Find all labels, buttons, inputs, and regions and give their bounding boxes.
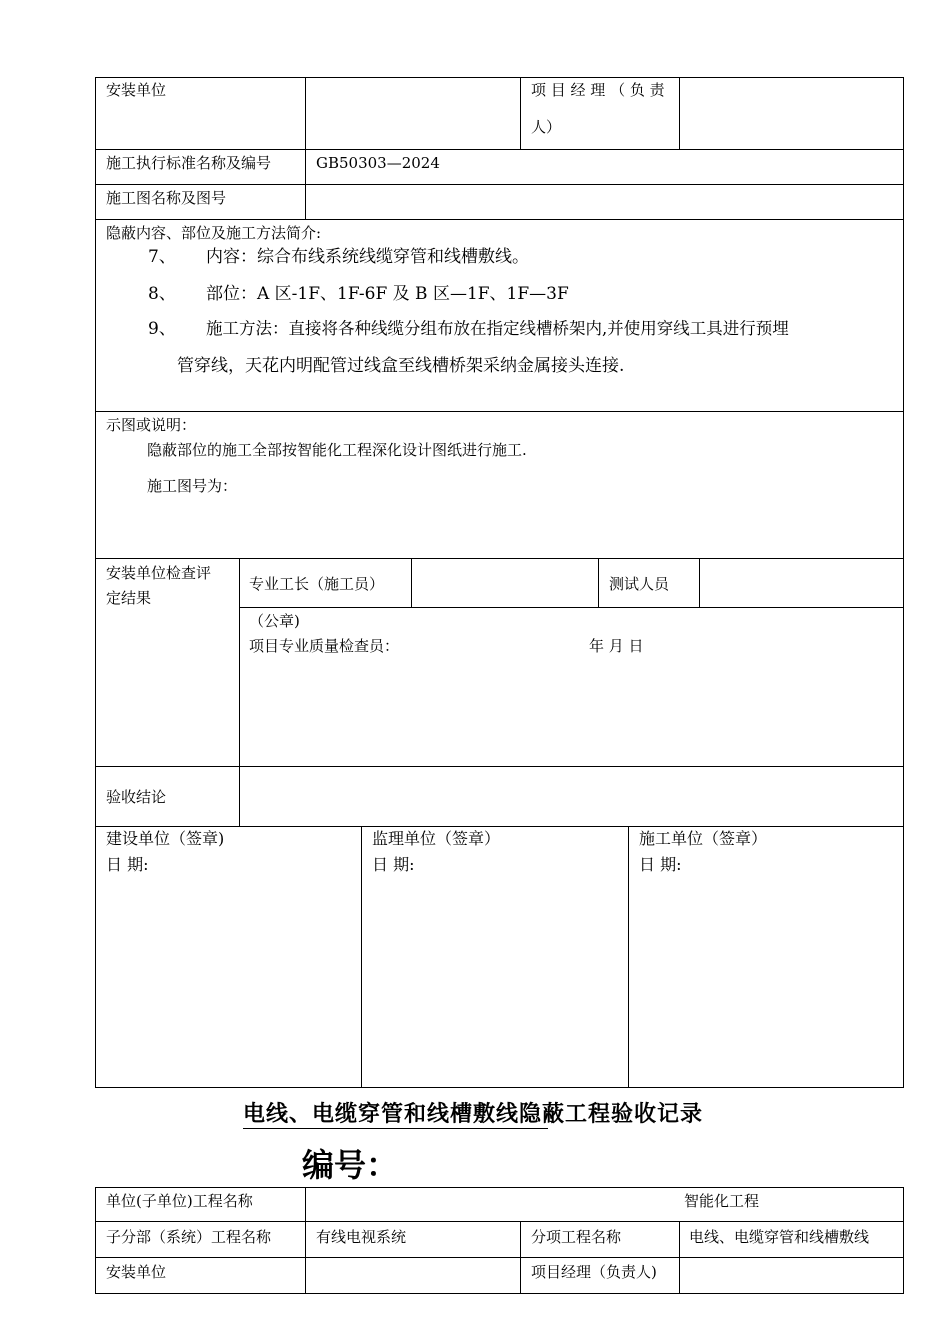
date-label: 年 月 日 [589, 637, 644, 655]
record-title-text: 电线、电缆穿管和线槽敷线隐蔽工程验收记录 [243, 1101, 704, 1127]
item-text: 施工方法：直接将各种线缆分组布放在指定线槽桥架内,并使用穿线工具进行预埋 [206, 319, 789, 338]
unit-project-value: 智能化工程 [684, 1192, 760, 1210]
concealed-label: 隐蔽内容、部位及施工方法简介: [106, 224, 322, 242]
check-result-label-cont: 定结果 [106, 589, 152, 607]
diagram-note: 隐蔽部位的施工全部按智能化工程深化设计图纸进行施工. [147, 441, 527, 459]
standard-label: 施工执行标准名称及编号 [106, 154, 272, 172]
item-project-value: 电线、电缆穿管和线槽敷线 [689, 1228, 870, 1246]
item-text: 内容：综合布线系统线缆穿管和线槽敷线。 [206, 247, 529, 267]
build-unit-sign: 建设单位（签章) [106, 829, 225, 848]
project-manager-label-cont: 人） [531, 118, 562, 136]
supervise-unit-sign: 监理单位（签章） [372, 829, 501, 848]
number-label: 编号： [302, 1146, 399, 1184]
supervise-unit-date: 日 期: [372, 855, 415, 874]
lower-install-unit-label: 安装单位 [106, 1263, 167, 1281]
item-number: 8、 [148, 284, 176, 304]
project-manager-label: 项 目 经 理 （ 负 责 [531, 81, 665, 99]
lower-project-manager-label: 项目经理（负责人) [531, 1263, 657, 1281]
record-title [243, 1097, 703, 1128]
conclusion-label: 验收结论 [106, 788, 167, 806]
foreman-label: 专业工长（施工员） [249, 575, 385, 593]
unit-project-label: 单位(子单位)工程名称 [106, 1192, 253, 1210]
tester-label: 测试人员 [609, 575, 670, 593]
construct-unit-sign: 施工单位（签章） [639, 829, 768, 848]
check-result-label: 安装单位检查评 [106, 564, 212, 582]
sub-project-label: 子分部（系统）工程名称 [106, 1228, 272, 1246]
construct-unit-date: 日 期: [639, 855, 682, 874]
item-number: 7、 [148, 247, 176, 267]
drawing-label: 施工图名称及图号 [106, 189, 227, 207]
drawing-number-label: 施工图号为： [147, 477, 238, 495]
sub-project-value: 有线电视系统 [316, 1228, 407, 1246]
item-project-label: 分项工程名称 [531, 1228, 622, 1246]
title-underline [243, 1128, 548, 1129]
diagram-label: 示图或说明： [106, 416, 197, 434]
item-text: 部位：A 区-1F、1F-6F 及 B 区—1F、1F—3F [206, 284, 569, 304]
qc-inspector-label: 项目专业质量检查员： [249, 637, 400, 655]
build-unit-date: 日 期: [106, 855, 149, 874]
item-number: 9、 [148, 319, 176, 339]
item-text-continuation: 管穿线，天花内明配管过线盒至线槽桥架采纳金属接头连接. [177, 356, 625, 376]
standard-value: GB50303—2024 [316, 154, 440, 172]
install-unit-label: 安装单位 [106, 81, 167, 99]
seal-label: （公章) [249, 612, 300, 630]
